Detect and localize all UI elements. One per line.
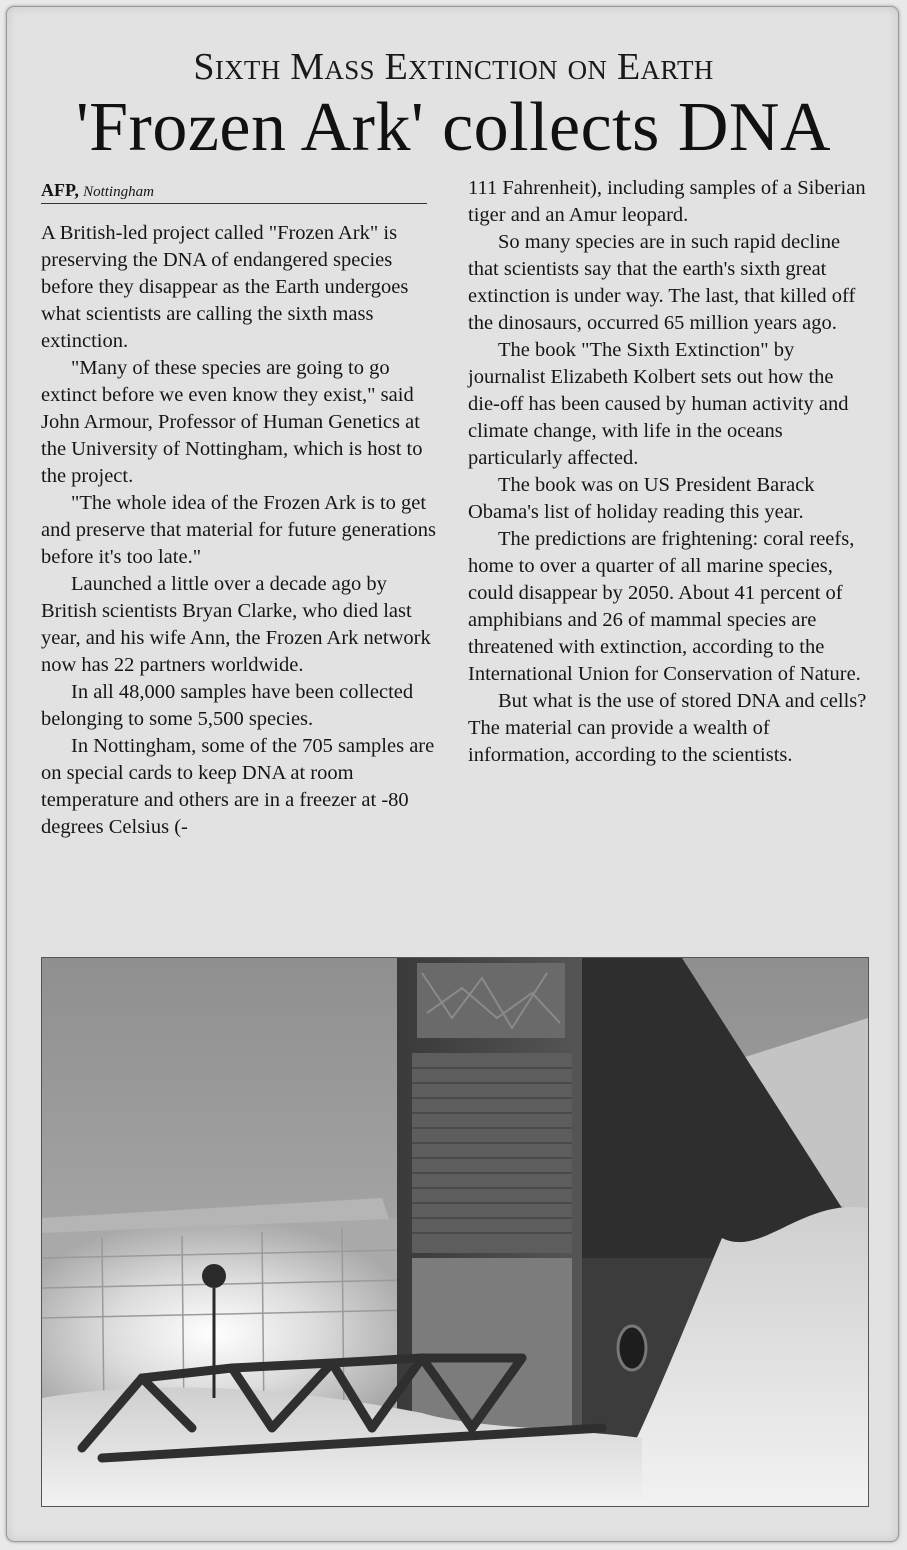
paragraph: 111 Fahrenheit), including samples of a Siberian tiger and an Amur leopard. [468,177,866,226]
paragraph: The book "The Sixth Extinction" by journalist Elizabeth Kolbert sets out how the die-off has been caused by human activity and climate change, with life in the oceans particularly affected. [468,339,849,469]
byline [41,177,427,204]
article-kicker: Sixth Mass Extinction on Earth [193,46,714,88]
article-column-left [41,220,441,841]
paragraph: Launched a little over a decade ago by British scientists Bryan Clarke, who died last year, and his wife Ann, the Frozen Ark network now has 22 partners worldwide. [41,573,431,676]
byline-agency: AFP, [41,180,79,200]
seed-vault-photo [41,957,869,1507]
byline-location: Nottingham [83,184,154,200]
newspaper-clipping [6,6,899,1542]
paragraph: But what is the use of stored DNA and cells? The material can provide a wealth of information, according to the scientists. [468,690,867,766]
paragraph: The predictions are frightening: coral reefs, home to over a quarter of all marine species, could disappear by 2050. About 41 percent of amphibians and 26 of mammal species are threatened with extinction, according to the International Union for Conservation of Nature. [468,528,861,685]
paragraph: In all 48,000 samples have been collected belonging to some 5,500 species. [41,681,414,730]
article-headline: 'Frozen Ark' collects DNA [75,89,832,166]
paragraph: In Nottingham, some of the 705 samples are on special cards to keep DNA at room temperature and others are in a freezer at -80 degrees Celsius (- [41,735,435,838]
paragraph: So many species are in such rapid decline that scientists say that the earth's sixth great extinction is under way. The last, that killed off the dinosaurs, occurred 65 million years ago. [468,231,856,334]
article-column-right [468,175,868,769]
paragraph: "The whole idea of the Frozen Ark is to get and preserve that material for future generations before it's too late." [41,492,437,568]
paragraph: "Many of these species are going to go extinct before we even know they exist," said John Armour, Professor of Human Genetics at the University of Nottingham, which is host to the project. [41,357,423,487]
paragraph: The book was on US President Barack Obama's list of holiday reading this year. [468,474,815,523]
paragraph: A British-led project called "Frozen Ark" is preserving the DNA of endangered species before they disappear as the Earth undergoes what scientists are calling the sixth mass extinction. [41,222,409,352]
